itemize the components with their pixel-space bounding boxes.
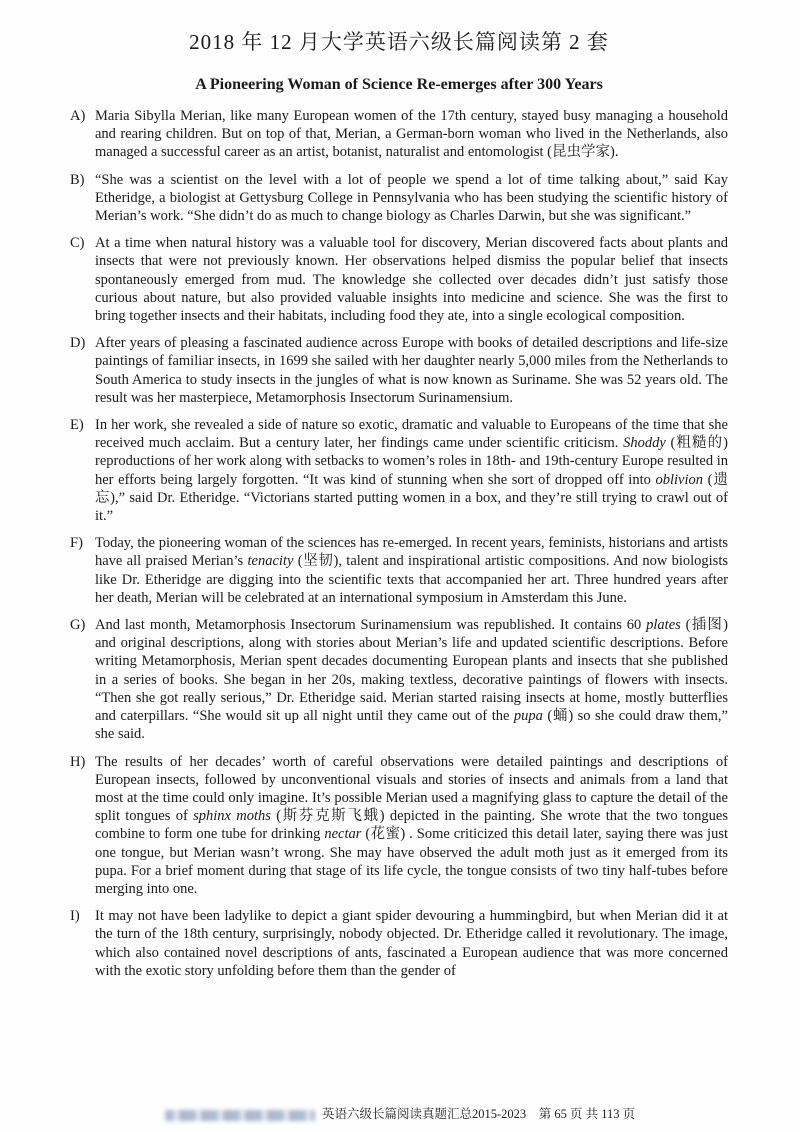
paragraph-label: A): [70, 108, 86, 124]
paragraph-g: [70, 616, 728, 743]
paragraph-text: The results of her decades’ worth of careful observations were detailed paintings and descriptions of European insects, followed by unconventional visuals and stories of insects and animals from a land that most at the time could only imagine. It’s possible Merian used a magnifying glass to capture the detail of the split tongues of sphinx moths (斯芬克斯飞蛾) depicted in the painting. She wrote that the two tongues combine to form one tube for drinking nectar (花蜜) . Some criticized this detail later, saying there was just one tongue, but Merian wasn’t wrong. She may have observed the adult moth just as it emerged from its pupa. For a brief moment during that stage of its life cycle, the tongue consists of two tiny half-tubes before merging into one.: [95, 753, 729, 897]
paragraph-text: And last month, Metamorphosis Insectorum Surinamensium was republished. It contains 60 plates (插图) and original descriptions, along with stories about Merian’s life and updated scientific descriptions. Before writing Metamorphosis, Merian spent decades documenting European plants and insects that she published in a series of books. She began in her 20s, making textless, decorative paintings of flowers with insects. “Then she got really serious,” Dr. Etheridge said. Merian started raising insects at home, mostly butterflies and caterpillars. “She would sit up all night until they came out of the pupa (蛹) so she could draw them,” she said.: [95, 617, 728, 743]
paragraph-label: C): [70, 235, 85, 252]
page-footer: [0, 1104, 800, 1122]
paragraph-label: I): [70, 908, 80, 925]
paragraph-f: [70, 534, 728, 607]
paragraph-label: H): [70, 753, 86, 770]
paragraph-text: At a time when natural history was a valuable tool for discovery, Merian discovered facts about plants and insects that were not previously known. Her observations helped dismiss the popular belief that insects spontaneously emerged from mud. The knowledge she collected over decades didn’t just satisfy those curious about nature, but also provided valuable insights into medicine and science. She was the first to bring together insects and their habitats, including food they ate, into a single ecological composition.: [95, 235, 728, 325]
paragraph-text: In her work, she revealed a side of nature so exotic, dramatic and valuable to Europeans of the time that she received much acclaim. But a century later, her findings came under scientific criticism. Shoddy (粗糙的) reproductions of her work along with setbacks to women’s roles in 18th- and 19th-century Europe resulted in her efforts being largely forgotten. “It was kind of stunning when she sort of dropped off into oblivion (遗忘),” said Dr. Etheridge. “Victorians started putting women in a box, and they’re still trying to crawl out of it.”: [95, 417, 729, 525]
footer-watermark-blur: [165, 1110, 315, 1121]
paragraph-c: [70, 234, 728, 325]
paragraph-label: G): [70, 617, 86, 634]
paragraph-d: [70, 334, 728, 407]
paragraph-i: [70, 907, 728, 980]
paragraph-label: B): [70, 171, 85, 188]
paragraph-text: It may not have been ladylike to depict a giant spider devouring a hummingbird, but when Merian did it at the turn of the 18th century, surprisingly, nobody objected. Dr. Etheridge called it revolutionary. The image, which also contained novel descriptions of ants, fascinated a European audience that was more concerned with the exotic story unfolding before them than the gender of: [95, 908, 728, 979]
paragraph-text: After years of pleasing a fascinated audience across Europe with books of detailed descriptions and life-size paintings of familiar insects, in 1699 she sailed with her daughter nearly 5,000 miles from the Netherlands to South America to study insects in the jungles of what is now known as Suriname. She was 52 years old. The result was her masterpiece, Metamorphosis Insectorum Surinamensium.: [95, 335, 728, 406]
paragraph-text: “She was a scientist on the level with a lot of people we spend a lot of time talking about,” said Kay Etheridge, a biologist at Gettysburg College in Pennsylvania who has been studying the scientific history of Merian’s work. “She didn’t do as much to change biology as Charles Darwin, but she was significant.”: [95, 171, 728, 225]
paragraph-h: [70, 753, 728, 899]
paragraph-label: F): [70, 535, 83, 552]
paragraph-label: D): [70, 335, 86, 352]
paragraph-label: E): [70, 417, 84, 434]
footer-page-number: 第 65 页 共 113 页: [538, 1107, 636, 1121]
passage-heading: A Pioneering Woman of Science Re-emerges after 300 Years: [195, 76, 603, 93]
paragraph-text: Maria Sibylla Merian, like many European women of the 17th century, stayed busy managing a household and rearing children. But on top of that, Merian, a German-born woman who lived in the Netherlands, also managed a successful career as an artist, botanist, naturalist and entomologist (昆虫学家).: [95, 108, 728, 161]
paragraph-b: [70, 171, 728, 226]
footer-source-text: 英语六级长篇阅读真题汇总2015-2023: [322, 1107, 527, 1121]
page-title: 2018 年 12 月大学英语六级长篇阅读第 2 套: [189, 30, 609, 54]
paragraph-text: Today, the pioneering woman of the sciences has re-emerged. In recent years, feminists, historians and artists have all praised Merian’s tenacity (坚韧), talent and inspirational artistic compositions. And now biologists like Dr. Etheridge are digging into the scientific texts that accompanied her art. Three hundred years after her death, Merian will be celebrated at an international symposium in Amsterdam this June.: [95, 535, 728, 606]
paragraph-a: [70, 107, 728, 162]
passage-body: [70, 107, 728, 980]
paragraph-e: [70, 416, 728, 525]
